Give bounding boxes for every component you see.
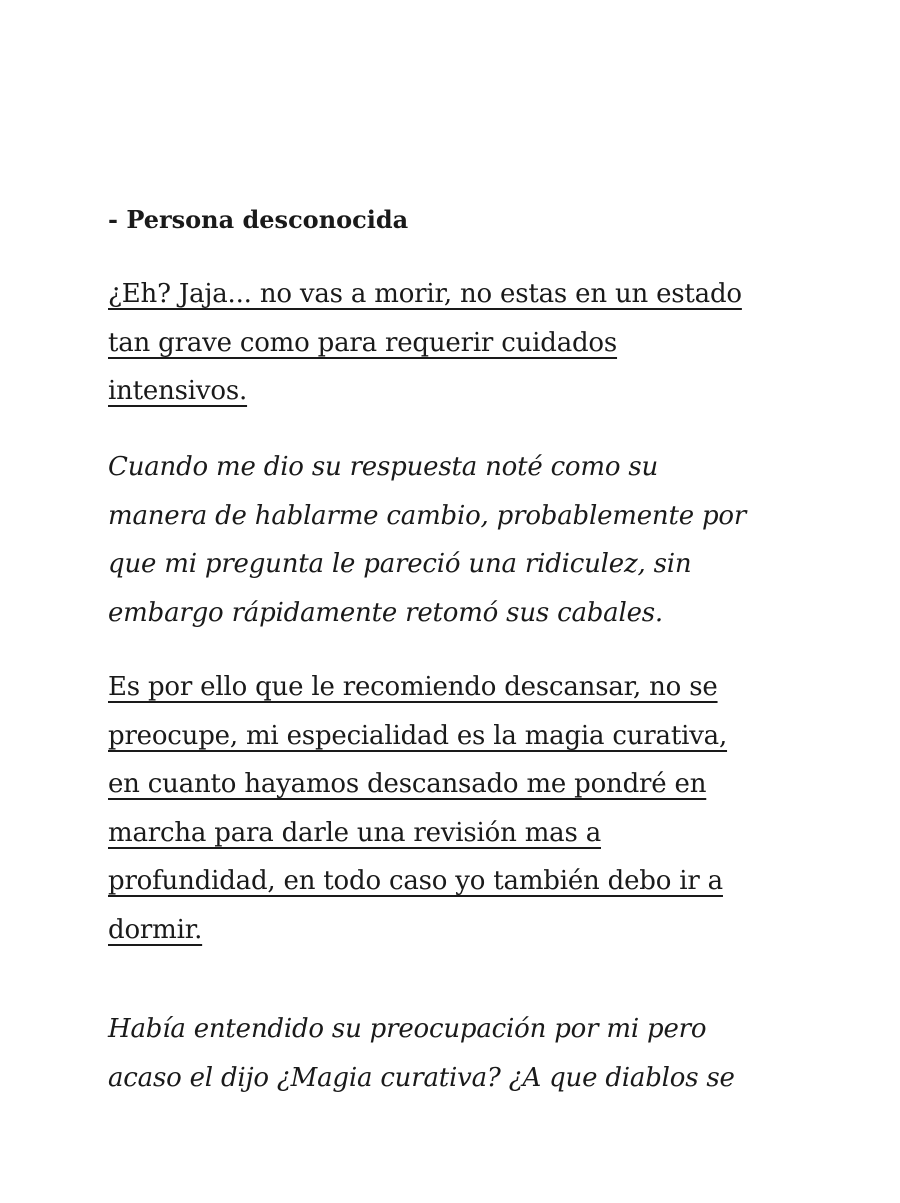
text-line: Cuando me dio su respuesta noté como su bbox=[108, 452, 659, 482]
text-line: ¿Eh? Jaja... no vas a morir, no estas en un estado bbox=[108, 279, 742, 309]
narration-paragraph bbox=[108, 443, 746, 637]
text-line: profundidad, en todo caso yo también debo ir a bbox=[108, 866, 723, 896]
dialogue-paragraph bbox=[108, 663, 727, 954]
text-line: en cuanto hayamos descansado me pondré en bbox=[108, 769, 707, 799]
text-line: embargo rápidamente retomó sus cabales. bbox=[108, 597, 663, 628]
text-line: Es por ello que le recomiendo descansar, no se bbox=[108, 672, 718, 702]
text-line: que mi pregunta le pareció una ridiculez, sin bbox=[108, 549, 692, 579]
text-line: manera de hablarme cambio, probablemente por bbox=[108, 500, 747, 531]
text-line: tan grave como para requerir cuidados bbox=[108, 327, 618, 358]
text-line: preocupe, mi especialidad es la magia curativa, bbox=[108, 720, 728, 751]
text-line: acaso el dijo ¿Magia curativa? ¿A que diablos se bbox=[108, 1062, 735, 1093]
text-line: intensivos. bbox=[108, 376, 248, 406]
narration-paragraph bbox=[108, 1005, 735, 1102]
text-line: Había entendido su preocupación por mi pero bbox=[108, 1014, 707, 1044]
speaker-heading: - Persona desconocida bbox=[108, 205, 409, 234]
dialogue-paragraph bbox=[108, 270, 742, 416]
text-line: marcha para darle una revisión mas a bbox=[108, 817, 601, 848]
text-line: dormir. bbox=[108, 914, 203, 945]
